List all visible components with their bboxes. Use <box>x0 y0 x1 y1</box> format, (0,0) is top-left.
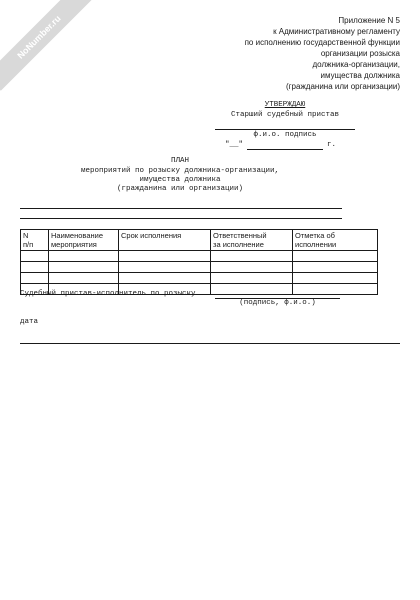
plan-title: ПЛАН <box>170 157 189 165</box>
plan-subtitle-line: имущества должника <box>139 176 221 184</box>
annex-line: должника-организации, <box>312 60 400 69</box>
signer-hint: (подпись, ф.и.о.) <box>239 299 316 307</box>
blank-line <box>20 218 342 219</box>
date-line <box>20 343 400 344</box>
measures-table <box>20 229 378 295</box>
annex-line: имущества должника <box>320 71 400 80</box>
plan-subtitle-line: (гражданина или организации) <box>116 185 244 193</box>
plan-subtitle-line: мероприятий по розыску должника-организации, <box>80 167 280 175</box>
watermark-text: NoNumber.ru <box>15 13 63 61</box>
annex-line: по исполнению государственной функции <box>244 38 400 47</box>
approve-signature-line <box>215 121 355 130</box>
annex-line: Приложение N 5 <box>338 16 400 25</box>
date-quote-open: " <box>225 141 230 149</box>
table-row <box>21 262 378 273</box>
date-month-year-line <box>247 141 323 150</box>
date-label: дата <box>20 318 39 326</box>
annex-line: организации розыска <box>320 49 400 58</box>
annex-header <box>200 15 400 92</box>
annex-line: к Административному регламенту <box>273 27 400 36</box>
header-number: N п/п <box>21 230 49 251</box>
header-responsible: Ответственный за исполнение <box>211 230 293 251</box>
blank-line <box>20 208 342 209</box>
year-suffix: г. <box>327 141 337 149</box>
approve-position: Старший судебный пристав <box>230 111 340 119</box>
header-deadline: Срок исполнения <box>119 230 211 251</box>
date-quote-close: " <box>238 141 244 149</box>
signer-label: Судебный пристав-исполнитель по розыску <box>20 290 196 298</box>
watermark-ribbon <box>0 0 93 91</box>
table-row <box>21 251 378 262</box>
table-header-row <box>21 230 378 251</box>
approval-block <box>215 100 355 150</box>
header-completion-mark: Отметка об исполнении <box>293 230 378 251</box>
approve-date-row <box>215 140 355 150</box>
date-day-blank: __ <box>229 141 239 149</box>
header-measure-name: Наименование мероприятия <box>49 230 119 251</box>
approve-title: УТВЕРЖДАЮ <box>264 101 306 109</box>
approve-sign-hint: ф.и.о. подпись <box>253 131 317 139</box>
table-row <box>21 273 378 284</box>
annex-line: (гражданина или организации) <box>285 82 400 91</box>
